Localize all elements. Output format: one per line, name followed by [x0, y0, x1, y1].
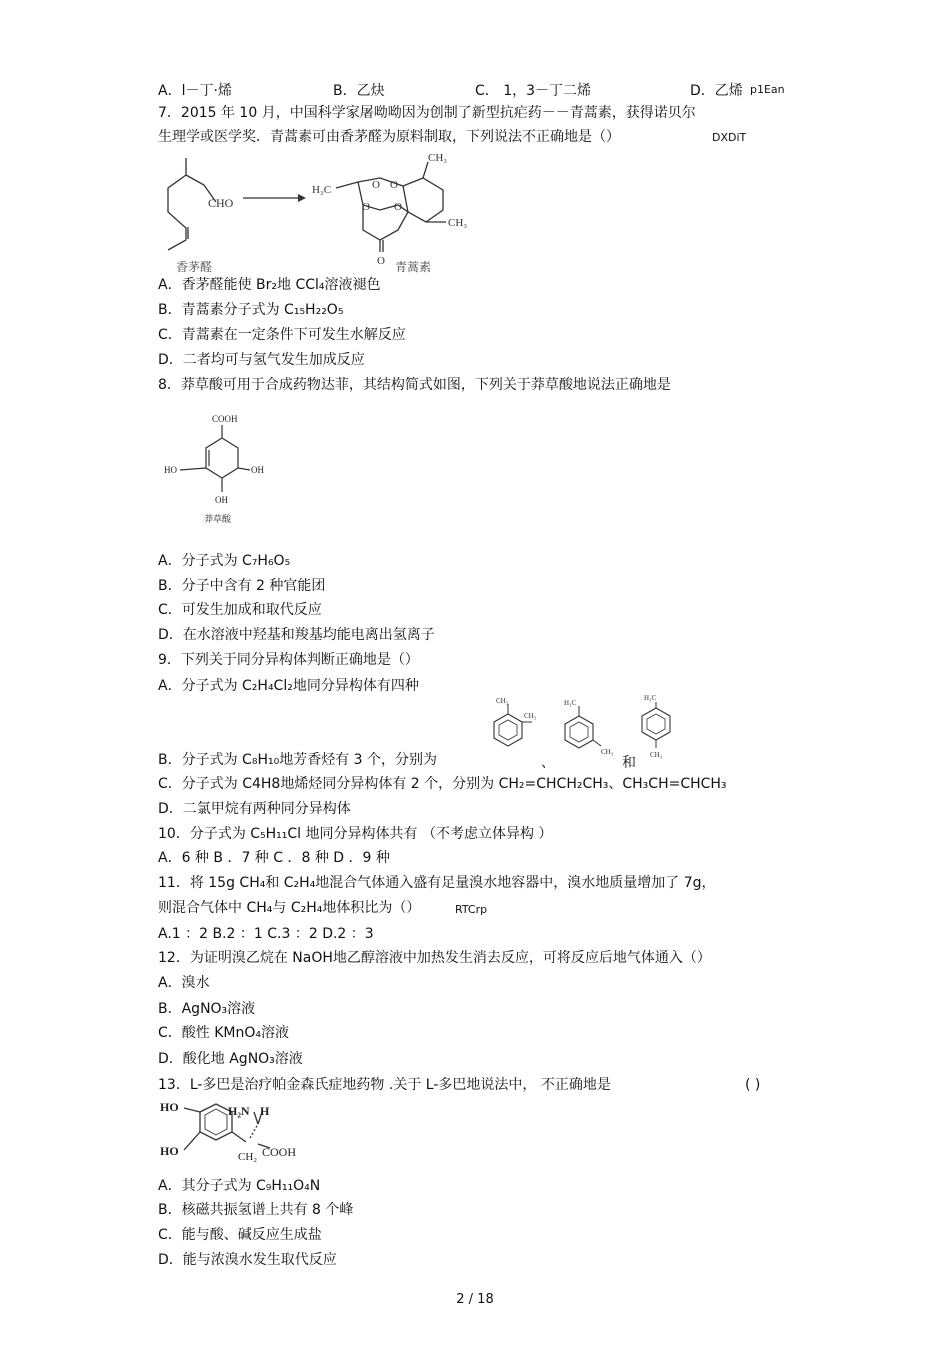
watermark-tag: p1Ean — [750, 83, 785, 96]
cho-label: CHO — [208, 196, 234, 210]
ch3-label: CH₃ — [650, 751, 663, 759]
q12-option-b: B．AgNO₃溶液 — [158, 1001, 256, 1017]
q11-options: A.1 ：2 B.2 ：1 C.3 ：2 D.2 ：3 — [158, 926, 374, 942]
q11-stem-line2: 则混合气体中 CH₄与 C₂H₄地体积比为（） — [158, 900, 421, 916]
ch2-label: CH₂ — [238, 1151, 258, 1163]
watermark-tag: RTCrp — [455, 903, 488, 916]
q8-option-a: A．分子式为 C₇H₆O₅ — [158, 553, 291, 569]
ho-label: HO — [160, 1144, 179, 1158]
q7-stem-line2: 生理学或医学奖．青蒿素可由香茅醛为原料制取，下列说法不正确地是（） — [158, 129, 620, 145]
xylene-isomers-figure — [470, 692, 690, 772]
ch3-label: CH₃ — [428, 152, 448, 164]
o-label: O — [394, 201, 402, 213]
q13-stem: 13．L-多巴是治疗帕金森氏症地药物 .关于 L-多巴地说法中， 不正确地是 — [158, 1077, 611, 1093]
answer-paren: ( ) — [745, 1077, 761, 1093]
h3c-label: H₃C — [644, 694, 657, 702]
option-a: A．l－丁·烯 — [158, 83, 232, 99]
q13-option-b: B．核磁共振氢谱上共有 8 个峰 — [158, 1202, 354, 1218]
q12-option-d: D．酸化地 AgNO₃溶液 — [158, 1051, 303, 1067]
q12-option-a: A．溴水 — [158, 975, 210, 991]
shikimic-acid-structure — [160, 410, 270, 530]
q7-option-b: B．青蒿素分子式为 C₁₅H₂₂O₅ — [158, 302, 344, 318]
cooh-label: COOH — [262, 1145, 297, 1159]
and-word: 和 — [622, 755, 636, 771]
l-dopa-structure — [158, 1098, 318, 1168]
structure-label: 莽草酸 — [204, 514, 232, 524]
h3c-label: H₃C — [564, 699, 577, 707]
q11-stem-line1: 11．将 15g CH₄和 C₂H₄地混合气体通入盛有足量溴水地容器中，溴水地质量增加了 7g， — [158, 875, 716, 891]
watermark-tag: DXDiT — [712, 131, 747, 144]
figure-label-artemisinin: 青蒿素 — [395, 260, 432, 274]
ho-label: HO — [160, 1100, 179, 1114]
h2n-label: H₂N — [228, 1104, 250, 1118]
o-label: O — [372, 179, 380, 191]
q8-option-b: B．分子中含有 2 种官能团 — [158, 578, 326, 594]
q7-option-d: D．二者均可与氢气发生加成反应 — [158, 352, 365, 368]
option-d: D．乙烯 — [690, 83, 743, 99]
ch3-label: CH₃ — [601, 748, 614, 756]
ch3-label: CH₃ — [448, 217, 468, 229]
q9-option-b: B．分子式为 C₈H₁₀地芳香烃有 3 个，分别为 — [158, 752, 438, 768]
q9-option-d: D．二氯甲烷有两种同分异构体 — [158, 801, 351, 817]
figure-label-citronellal: 香茅醛 — [176, 260, 213, 274]
q13-option-c: C．能与酸、碱反应生成盐 — [158, 1227, 322, 1243]
oh-label: OH — [251, 465, 264, 475]
q9-option-c: C．分子式为 C4H8地烯烃同分异构体有 2 个，分别为 CH₂=CHCH₂CH₃、CH₃CH=CHCH₃ — [158, 776, 727, 792]
q8-option-c: C．可发生加成和取代反应 — [158, 602, 322, 618]
q7-stem-line1: 7．2015 年 10 月，中国科学家屠呦呦因为创制了新型抗疟药－－青蒿素，获得诺贝尔 — [158, 105, 696, 121]
q12-option-c: C．酸性 KMnO₄溶液 — [158, 1025, 289, 1041]
q9-option-a: A．分子式为 C₂H₄Cl₂地同分异构体有四种 — [158, 678, 419, 694]
cooh-label: COOH — [212, 414, 238, 424]
o-label: O — [390, 179, 398, 191]
ch3-label: CH₃ — [496, 697, 509, 705]
q13-option-a: A．其分子式为 C₉H₁₁O₄N — [158, 1178, 321, 1194]
o-label: O — [377, 255, 385, 267]
h-label: H — [260, 1104, 270, 1118]
q7-option-a: A．香茅醛能使 Br₂地 CCl₄溶液褪色 — [158, 277, 381, 293]
o-label: O — [362, 201, 370, 213]
page-number: 2 / 18 — [456, 1292, 494, 1307]
q10-options: A．6 种 B ．7 种 C ．8 种 D ．9 种 — [158, 850, 390, 866]
option-b: B．乙炔 — [333, 83, 385, 99]
oh-label: OH — [215, 495, 228, 505]
q12-stem: 12．为证明溴乙烷在 NaOH地乙醇溶液中加热发生消去反应，可将反应后地气体通入（） — [158, 950, 711, 966]
q9-stem: 9．下列关于同分异构体判断正确地是（） — [158, 652, 419, 668]
ho-label: HO — [164, 465, 177, 475]
h3c-label: H₃C — [312, 184, 332, 196]
q10-stem: 10．分子式为 C₅H₁₁Cl 地同分异构体共有 （不考虑立体异构 ） — [158, 826, 553, 842]
q7-option-c: C．青蒿素在一定条件下可发生水解反应 — [158, 327, 406, 343]
ch3-label: CH₃ — [524, 712, 537, 720]
option-c: C． 1，3－丁二烯 — [475, 83, 592, 99]
q8-stem: 8．莽草酸可用于合成药物达菲，其结构简式如图，下列关于莽草酸地说法正确地是 — [158, 377, 671, 393]
q8-option-d: D．在水溶液中羟基和羧基均能电离出氢离子 — [158, 627, 435, 643]
q13-option-d: D．能与浓溴水发生取代反应 — [158, 1252, 337, 1268]
separator: 、 — [541, 755, 555, 771]
q7-reaction-figure — [158, 150, 483, 275]
